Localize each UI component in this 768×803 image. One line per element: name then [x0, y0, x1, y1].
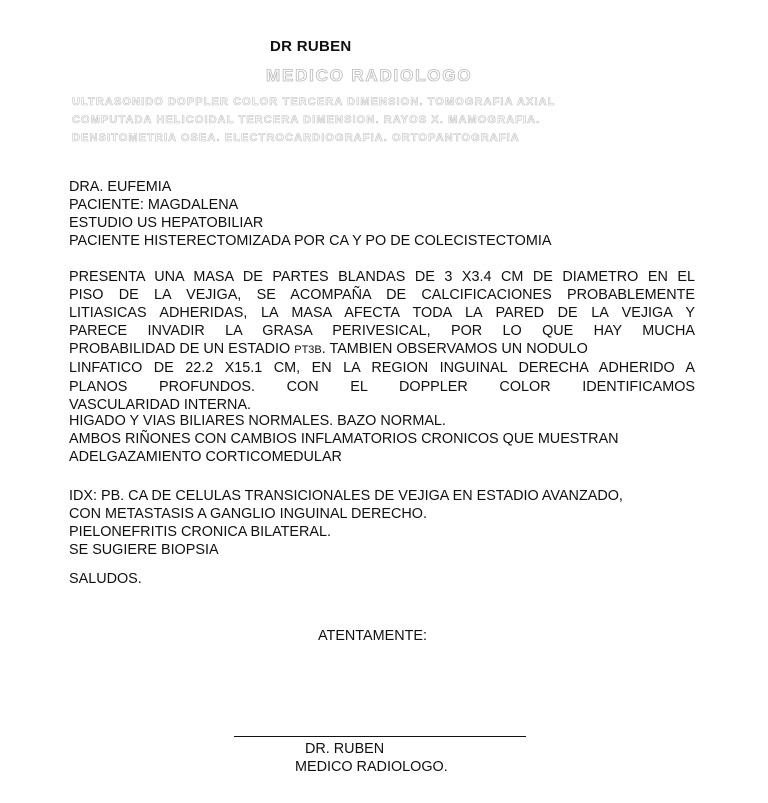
diagnosis-line: IDX: PB. CA DE CELULAS TRANSICIONALES DE VEJIGA EN ESTADIO AVANZADO, [69, 488, 623, 504]
findings-line: PRESENTA UNA MASA DE PARTES BLANDAS DE 3 X3.4 CM DE DIAMETRO EN EL [69, 269, 695, 285]
patient-history: PACIENTE HISTERECTOMIZADA POR CA Y PO DE COLECISTECTOMIA [69, 233, 552, 250]
diagnosis-line: SE SUGIERE BIOPSIA [69, 542, 219, 559]
signer-title: MEDICO RADIOLOGO. [295, 759, 448, 775]
findings-line-stage [69, 340, 695, 359]
other-finding-line: AMBOS RIÑONES CON CAMBIOS INFLAMATORIOS CRONICOS QUE MUESTRAN [69, 431, 619, 448]
diagnosis-line: CON METASTASIS A GANGLIO INGUINAL DERECHO. [69, 506, 427, 523]
findings-line-end: . TAMBIEN OBSERVAMOS UN NODULO [321, 341, 588, 358]
other-finding-line: HIGADO Y VIAS BILIARES NORMALES. BAZO NORMAL. [69, 413, 446, 429]
letterhead-services-line-1: ULTRASONIDO DOPPLER COLOR TERCERA DIMENSION. TOMOGRAFIA AXIAL [72, 96, 556, 108]
patient-name: PACIENTE: MAGDALENA [69, 197, 239, 214]
study-type: ESTUDIO US HEPATOBILIAR [69, 215, 264, 232]
other-finding-line: ADELGAZAMIENTO CORTICOMEDULAR [69, 449, 342, 466]
findings-line: PARECE INVADIR LA GRASA PERIVESICAL, POR LO QUE HAY MUCHA [69, 323, 695, 340]
findings-line-start: PROBABILIDAD DE UN ESTADIO [69, 341, 291, 358]
signer-name: DR. RUBEN [305, 741, 385, 757]
diagnosis-line: PIELONEFRITIS CRONICA BILATERAL. [69, 524, 332, 541]
greeting: SALUDOS. [69, 571, 142, 587]
referring-doctor: DRA. EUFEMIA [69, 179, 172, 195]
findings-line: LITIASICAS ADHERIDAS, LA MASA AFECTA TODA LA PARED DE LA VEJIGA Y [69, 305, 695, 322]
findings-paragraph [69, 268, 695, 414]
letterhead-doctor-name: DR RUBEN [270, 38, 352, 55]
diagnosis-block [69, 487, 623, 559]
letterhead-services-line-2: COMPUTADA HELICOIDAL TERCERA DIMENSION. RAYOS X. MAMOGRAFIA. [72, 114, 541, 126]
findings-line: PLANOS PROFUNDOS. CON EL DOPPLER COLOR IDENTIFICAMOS [69, 378, 695, 395]
sign-off: ATENTAMENTE: [318, 628, 427, 644]
report-header [69, 178, 551, 250]
findings-line: LINFATICO DE 22.2 X15.1 CM, EN LA REGION INGUINAL DERECHA ADHERIDO A [69, 360, 695, 377]
signature-line [234, 736, 526, 737]
tumor-stage: PT3B [294, 344, 322, 357]
other-findings [69, 412, 619, 466]
letterhead-stamp-title: MEDICO RADIOLOGO [266, 66, 473, 85]
letterhead-services-line-3: DENSITOMETRIA OSEA. ELECTROCARDIOGRAFIA. ORTOPANTOGRAFIA [72, 132, 520, 144]
findings-line: PISO DE LA VEJIGA, SE ACOMPAÑA DE CALCIFICACIONES PROBABLEMENTE [69, 287, 695, 304]
findings-line-last: VASCULARIDAD INTERNA. [69, 396, 252, 413]
